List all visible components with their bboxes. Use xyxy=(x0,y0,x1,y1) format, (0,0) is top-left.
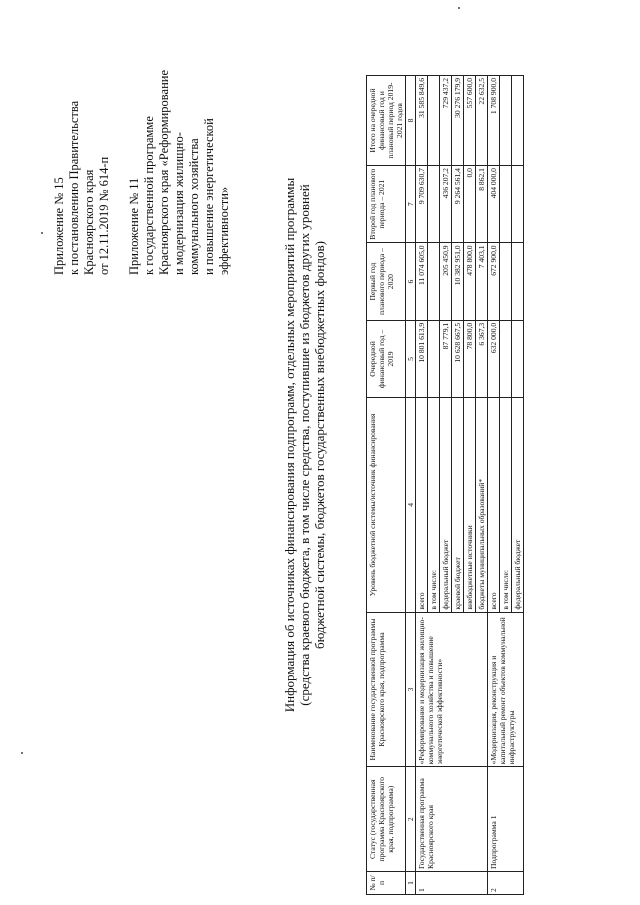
value-total xyxy=(428,76,440,166)
title-line: (средства краевого бюджета, в том числе средства, поступившие из бюджетов других уровней xyxy=(297,184,312,706)
value-2019: 6 367,3 xyxy=(476,320,488,397)
program-name-cell: «Модернизация, реконструкция и капитальный ремонт объектов коммунальной инфраструктуры xyxy=(488,612,524,767)
title-line: бюджетной системы, бюджетов государственных внебюджетных фондов) xyxy=(312,241,327,649)
index-cell: 4 xyxy=(406,398,416,612)
index-cell: 1 xyxy=(406,872,416,895)
index-cell: 8 xyxy=(406,76,416,166)
value-2019: 632 000,0 xyxy=(488,320,500,397)
index-cell: 2 xyxy=(406,767,416,872)
appendix-line: Красноярского края «Реформирование xyxy=(157,69,171,275)
value-total: 557 600,0 xyxy=(464,76,476,166)
value-2020 xyxy=(512,243,524,320)
value-total xyxy=(500,76,512,166)
row-number: 2 xyxy=(488,872,524,895)
table-row xyxy=(488,76,500,895)
value-2020 xyxy=(428,243,440,320)
level-cell: всего xyxy=(416,398,428,612)
appendix-line: Красноярского края xyxy=(82,169,96,275)
value-2021: 0,0 xyxy=(464,166,476,243)
index-cell: 6 xyxy=(406,243,416,320)
appendix-header xyxy=(52,5,232,275)
table-header-row xyxy=(367,76,406,895)
value-2019: 78 800,0 xyxy=(464,320,476,397)
level-cell: федеральный бюджет xyxy=(440,398,452,612)
scan-speck xyxy=(21,752,23,754)
level-cell: всего xyxy=(488,398,500,612)
header-cell: Очередной финансовый год – 2019 xyxy=(367,320,406,397)
header-cell: Статус (государственная программа Красноярского края, подпрограмма) xyxy=(367,767,406,872)
scan-speck xyxy=(458,7,460,9)
program-name-cell: «Реформирование и модернизация жилищно-коммунального хозяйства и повышение энергетической эффективности» xyxy=(416,612,488,767)
appendix-line: Приложение № 11 xyxy=(127,177,141,275)
scan-speck xyxy=(41,232,43,234)
value-2021: 9 709 630,7 xyxy=(416,166,428,243)
index-cell: 7 xyxy=(406,166,416,243)
value-2020: 10 382 951,0 xyxy=(452,243,464,320)
header-cell: № п/п xyxy=(367,872,406,895)
value-total: 30 276 179,9 xyxy=(452,76,464,166)
value-2021 xyxy=(428,166,440,243)
value-2019 xyxy=(512,320,524,397)
value-2019: 87 779,1 xyxy=(440,320,452,397)
financing-table xyxy=(366,75,524,895)
appendix-line: коммунального хозяйства xyxy=(187,138,201,275)
level-cell: внебюджетные источники xyxy=(464,398,476,612)
index-cell: 3 xyxy=(406,612,416,767)
appendix-line: к постановлению Правительства xyxy=(67,100,81,275)
value-2020: 11 074 605,0 xyxy=(416,243,428,320)
level-cell: бюджеты муниципальных образований* xyxy=(476,398,488,612)
value-2020: 205 450,9 xyxy=(440,243,452,320)
value-2021: 436 207,2 xyxy=(440,166,452,243)
appendix-line: к государственной программе xyxy=(142,116,156,275)
value-2021: 8 862,1 xyxy=(476,166,488,243)
level-cell: в том числе: xyxy=(428,398,440,612)
value-2020 xyxy=(500,243,512,320)
status-cell: Государственная программа Красноярского края xyxy=(416,767,488,872)
appendix-line: Приложение № 15 xyxy=(52,177,66,275)
column-index-row xyxy=(406,76,416,895)
table-row xyxy=(416,76,428,895)
value-2020: 672 900,0 xyxy=(488,243,500,320)
appendix-line: от 12.11.2019 № 614-п xyxy=(97,156,111,275)
appendix-line: и повышение энергетической xyxy=(202,118,216,275)
header-cell: Второй год планового периода – 2021 xyxy=(367,166,406,243)
header-cell: Уровень бюджетной системы/источник финансирования xyxy=(367,398,406,612)
appendix-line: эффективности» xyxy=(217,186,231,275)
level-cell: в том числе: xyxy=(500,398,512,612)
value-2021: 404 000,0 xyxy=(488,166,500,243)
value-total: 22 632,5 xyxy=(476,76,488,166)
status-cell: Подпрограмма 1 xyxy=(488,767,524,872)
value-2020: 7 403,1 xyxy=(476,243,488,320)
index-cell: 5 xyxy=(406,320,416,397)
value-2021 xyxy=(500,166,512,243)
header-cell: Итого на очередной финансовый год и плановый период 2019-2021 годов xyxy=(367,76,406,166)
level-cell: краевой бюджет xyxy=(452,398,464,612)
value-2021 xyxy=(512,166,524,243)
header-cell: Наименование государственной программы Красноярского края, подпрограмма xyxy=(367,612,406,767)
value-total: 31 585 849,6 xyxy=(416,76,428,166)
title-line: Информация об источниках финансирования подпрограмм, отдельных мероприятий программы xyxy=(282,177,297,713)
appendix-spacer xyxy=(112,5,127,275)
value-total: 729 437,2 xyxy=(440,76,452,166)
value-2019 xyxy=(500,320,512,397)
value-2019: 10 801 613,9 xyxy=(416,320,428,397)
value-total xyxy=(512,76,524,166)
value-2020: 478 800,0 xyxy=(464,243,476,320)
value-2021: 9 264 561,4 xyxy=(452,166,464,243)
appendix-line: и модернизация жилищно- xyxy=(172,132,186,275)
level-cell: федеральный бюджет xyxy=(512,398,524,612)
value-2019 xyxy=(428,320,440,397)
document-title xyxy=(282,85,327,805)
value-2019: 10 628 667,5 xyxy=(452,320,464,397)
header-cell: Первый год планового периода – 2020 xyxy=(367,243,406,320)
value-total: 1 708 900,0 xyxy=(488,76,500,166)
row-number: 1 xyxy=(416,872,488,895)
